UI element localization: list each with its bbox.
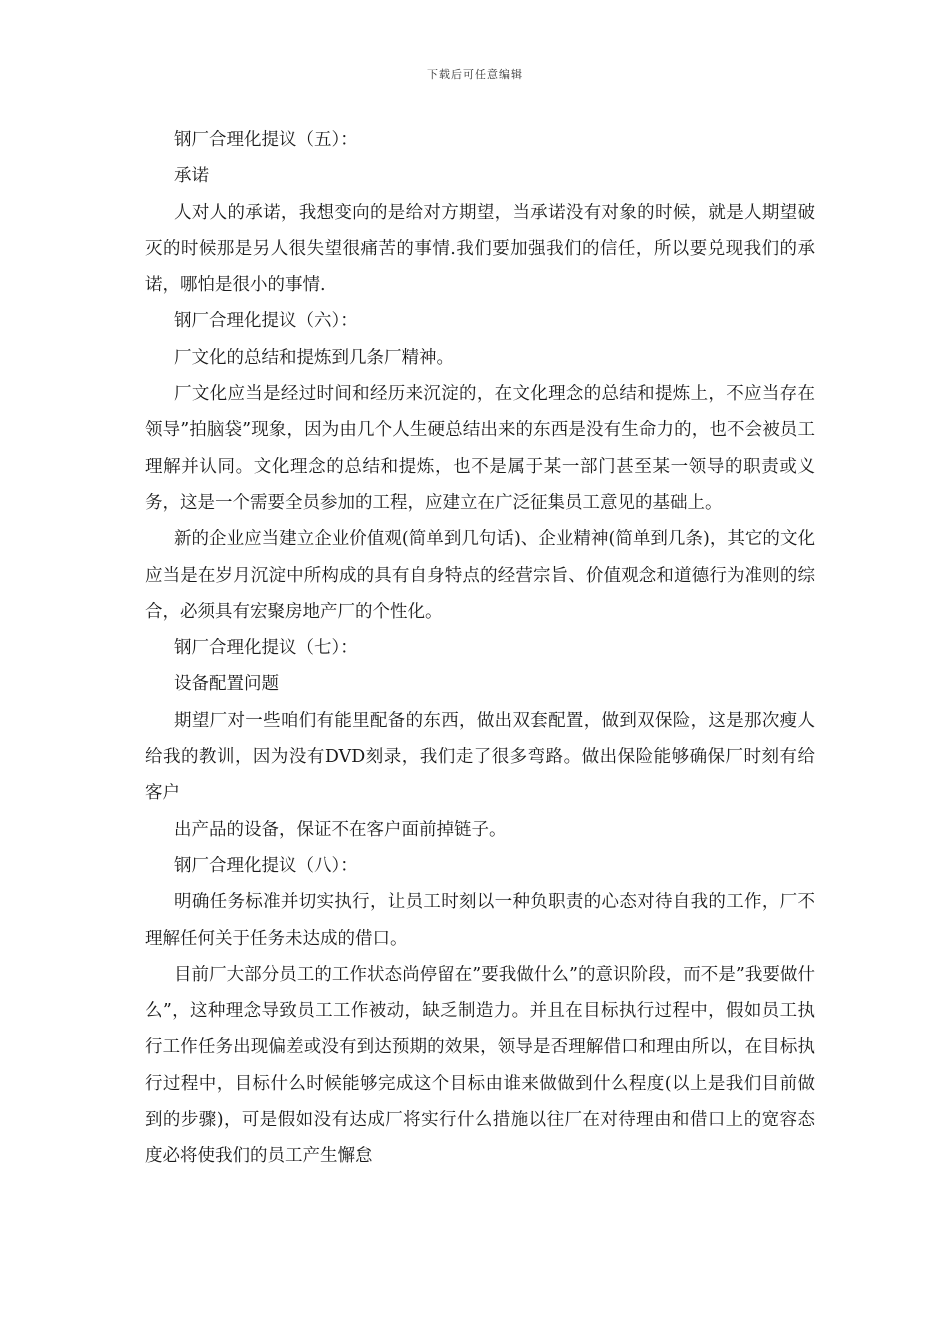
section-title-7: 钢厂合理化提议（七）： — [174, 638, 358, 659]
paragraph-task-standards: 明确任务标准并切实执行，让员工时刻以一种负职责的心态对待自我的工作，厂不理解任何关于任务未达成的借口。 — [145, 892, 815, 949]
paragraph-work-state: 目前厂大部分员工的工作状态尚停留在”要我做什么”的意识阶段，而不是”我要做什么”，这种理念导致员工工作被动，缺乏制造力。并且在目标执行过程中，假如员工执行工作任务出现偏差或没有到达预期的效果，领导是否理解借口和理由所以，在目标执行过程中，目标什么时候能够完成这个目标由谁来做做到什么程度(以上是我们目前做到的步骤)，可是假如没有达成厂将实行什么措施以往厂在对待理由和借口上的宽容态度必将使我们的员工产生懈怠 — [145, 964, 815, 1167]
section-title-6: 钢厂合理化提议（六）： — [174, 311, 358, 332]
section-title-5: 钢厂合理化提议（五）： — [174, 130, 358, 150]
section-title-8: 钢厂合理化提议（八）： — [174, 855, 358, 876]
paragraph-commitment: 人对人的承诺，我想变向的是给对方期望，当承诺没有对象的时候，就是人期望破灭的时候那是另人很失望很痛苦的事情.我们要加强我们的信任，所以要兑现我们的承诺，哪怕是很小的事情. — [145, 202, 815, 296]
paragraph-equipment-cont: 出产品的设备，保证不在客户面前掉链子。 — [174, 819, 507, 840]
page-header: 下载后可任意编辑 — [427, 68, 523, 81]
section-subtitle-equipment: 设备配置问题 — [174, 674, 279, 695]
section-subtitle-culture: 厂文化的总结和提炼到几条厂精神。 — [174, 347, 454, 368]
paragraph-enterprise-values: 新的企业应当建立企业价值观(简单到几句话)、企业精神(简单到几条)，其它的文化应当是在岁月沉淀中所构成的具有自身特点的经营宗旨、价值观念和道德行为准则的综合，必须具有宏聚房地产厂的个性化。 — [145, 529, 815, 622]
section-subtitle-commitment: 承诺 — [174, 166, 209, 187]
paragraph-equipment: 期望厂对一些咱们有能里配备的东西，做出双套配置，做到双保险，这是那次瘦人给我的教训，因为没有DVD刻录，我们走了很多弯路。做出保险能够确保厂时刻有给客户 — [145, 710, 815, 804]
document-body — [145, 122, 815, 1175]
paragraph-culture: 厂文化应当是经过时间和经历来沉淀的，在文化理念的总结和提炼上，不应当存在领导”拍脑袋”现象，因为由几个人生硬总结出来的东西是没有生命力的，也不会被员工理解并认同。文化理念的总结和提炼，也不是属于某一部门甚至某一领导的职责或义务，这是一个需要全员参加的工程，应建立在广泛征集员工意见的基础上。 — [145, 384, 815, 513]
